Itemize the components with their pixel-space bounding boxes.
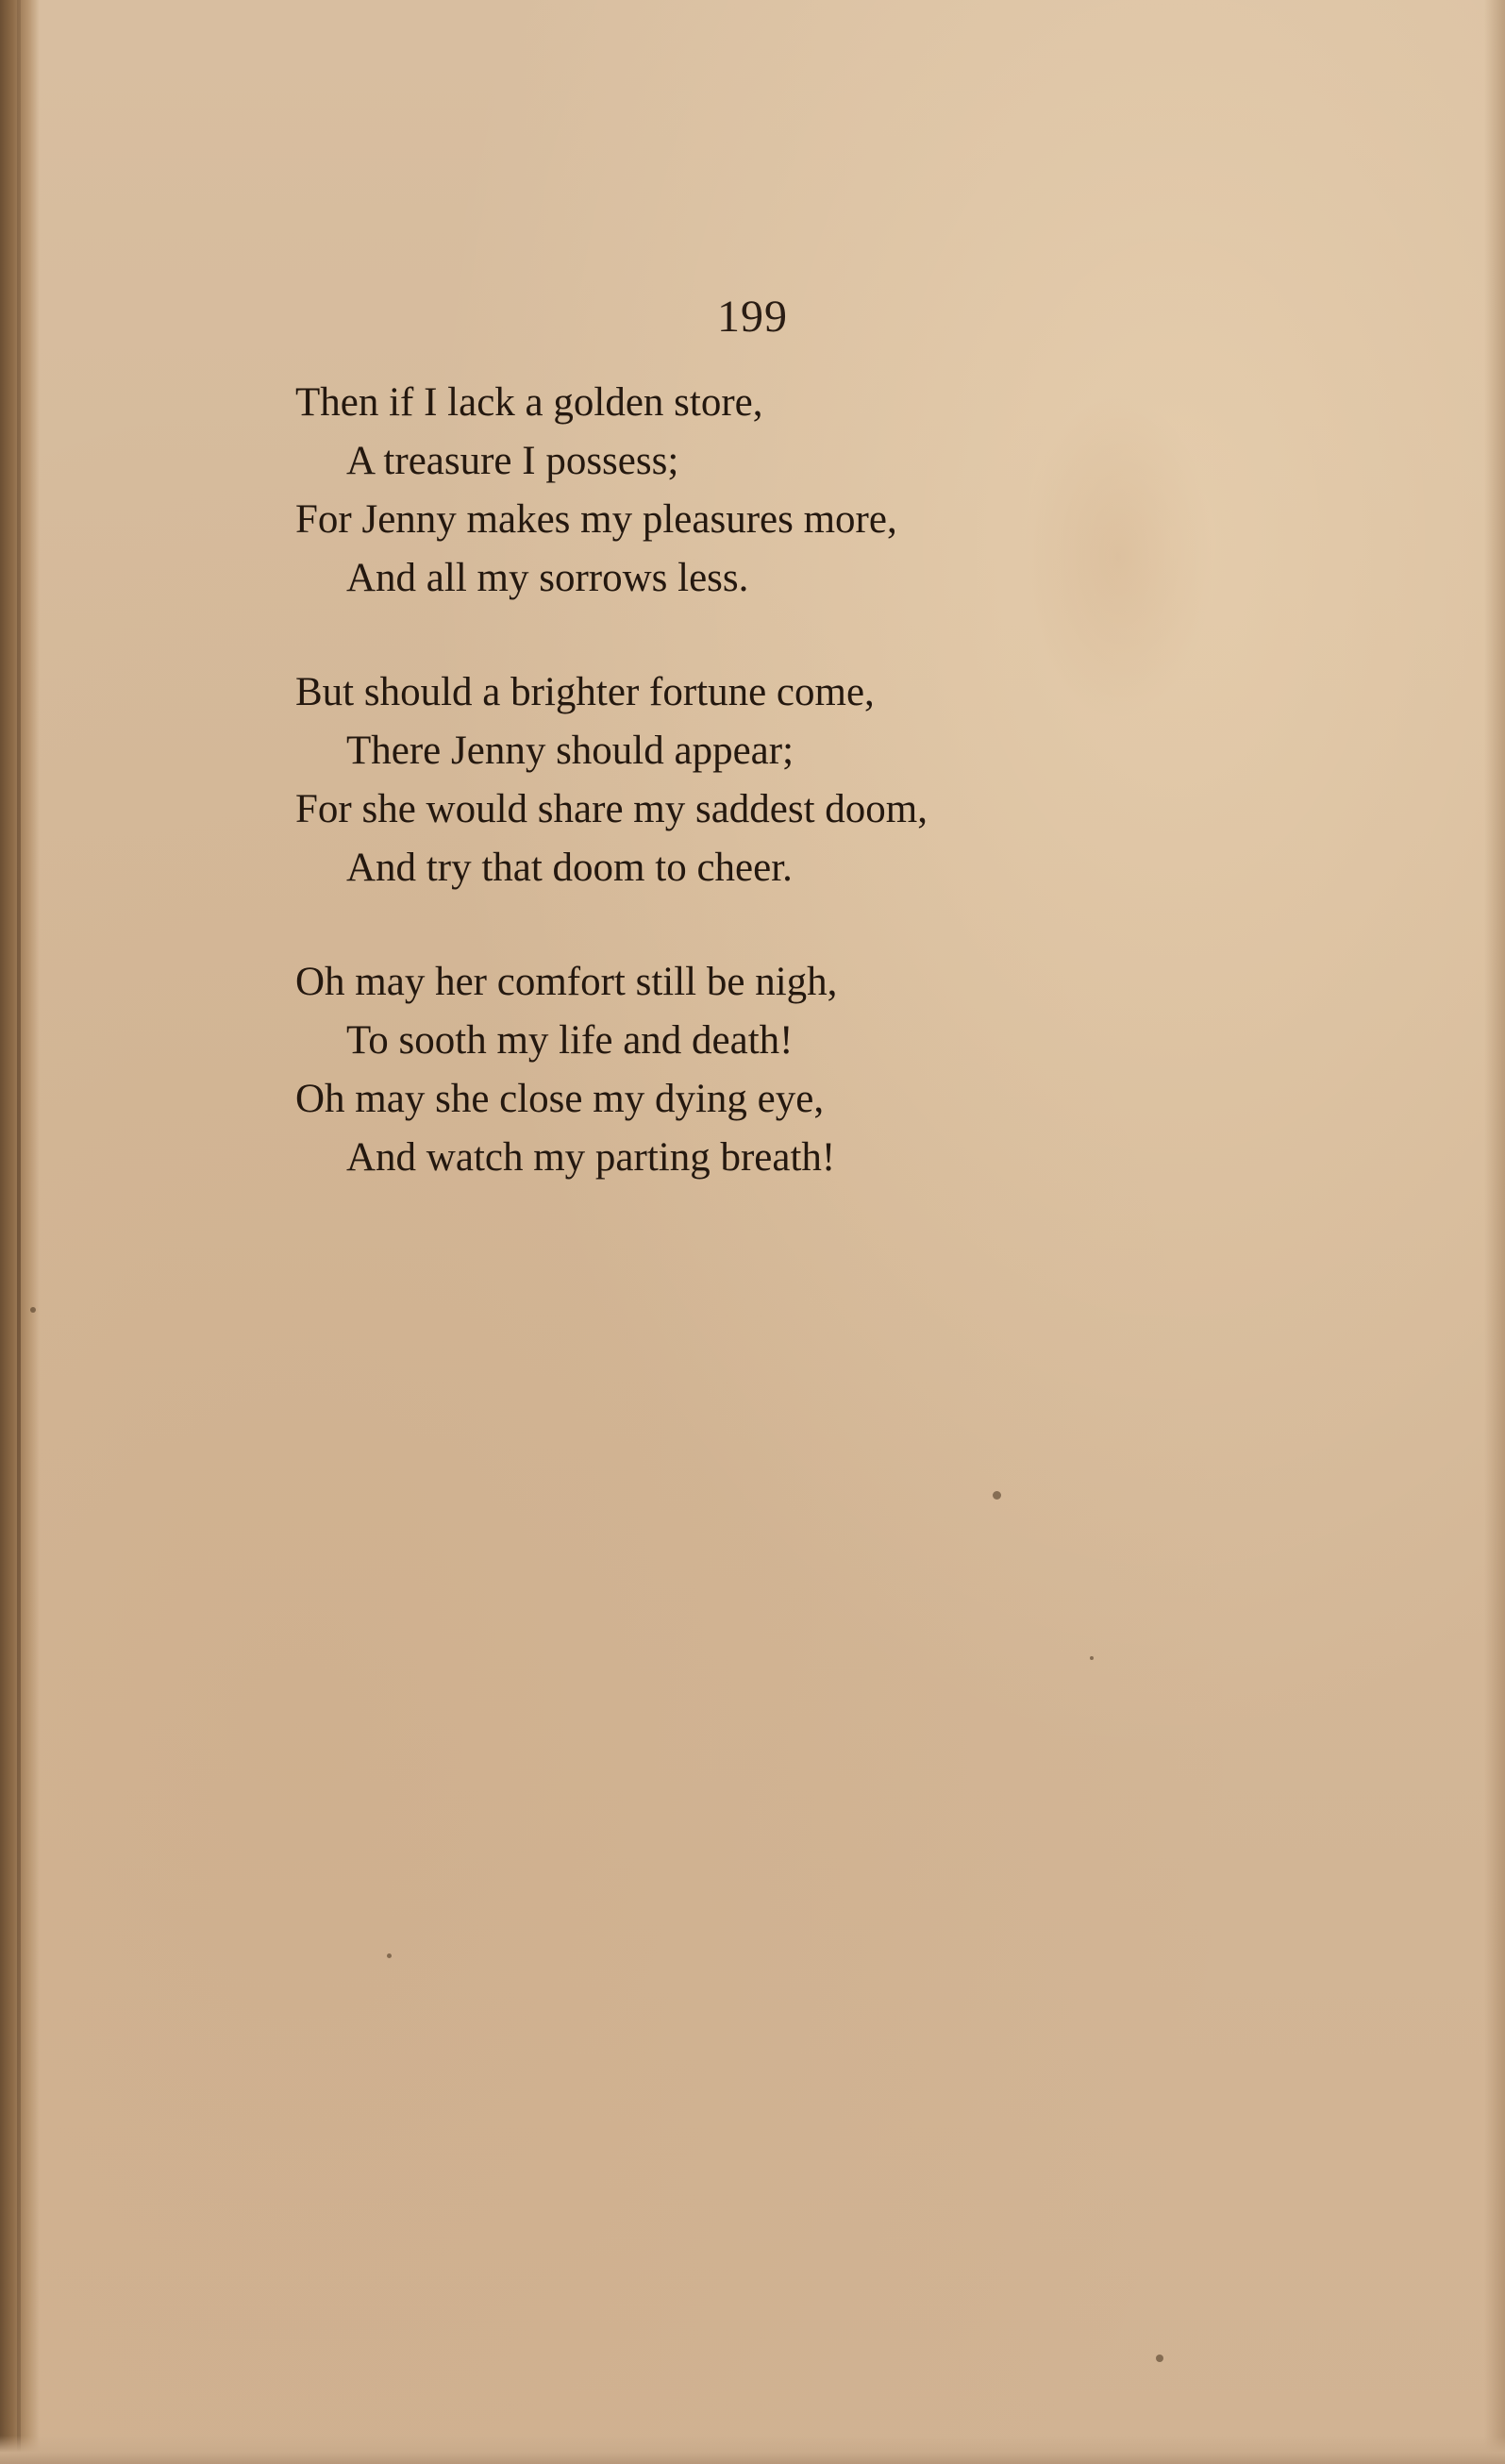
page-bottom-edge xyxy=(0,2436,1505,2464)
poem-line: Then if I lack a golden store, xyxy=(295,380,763,425)
poem-line: There Jenny should appear; xyxy=(346,729,794,773)
poem-stanza-1 xyxy=(295,374,1145,608)
poem-line: And all my sorrows less. xyxy=(346,556,749,600)
poem-line: For Jenny makes my pleasures more, xyxy=(295,497,897,542)
poem xyxy=(295,374,1145,1243)
paper-speck xyxy=(1156,2355,1163,2362)
poem-line: To sooth my life and death! xyxy=(346,1018,794,1063)
paper-speck xyxy=(993,1491,1001,1500)
poem-line: A treasure I possess; xyxy=(346,439,679,483)
paper-speck xyxy=(1090,1656,1094,1660)
page-number: 199 xyxy=(717,292,788,342)
poem-line: And watch my parting breath! xyxy=(346,1135,836,1180)
poem-line: Oh may her comfort still be nigh, xyxy=(295,960,838,1004)
page-binding-crease xyxy=(17,0,21,2464)
poem-line: For she would share my saddest doom, xyxy=(295,787,928,831)
page-right-edge xyxy=(1484,0,1505,2464)
paper-speck xyxy=(30,1307,36,1313)
paper-speck xyxy=(387,1953,392,1958)
poem-stanza-2 xyxy=(295,663,1145,897)
poem-stanza-3 xyxy=(295,953,1145,1187)
poem-line: And try that doom to cheer. xyxy=(346,846,793,890)
poem-line: Oh may she close my dying eye, xyxy=(295,1077,825,1121)
poem-line: But should a brighter fortune come, xyxy=(295,670,875,714)
